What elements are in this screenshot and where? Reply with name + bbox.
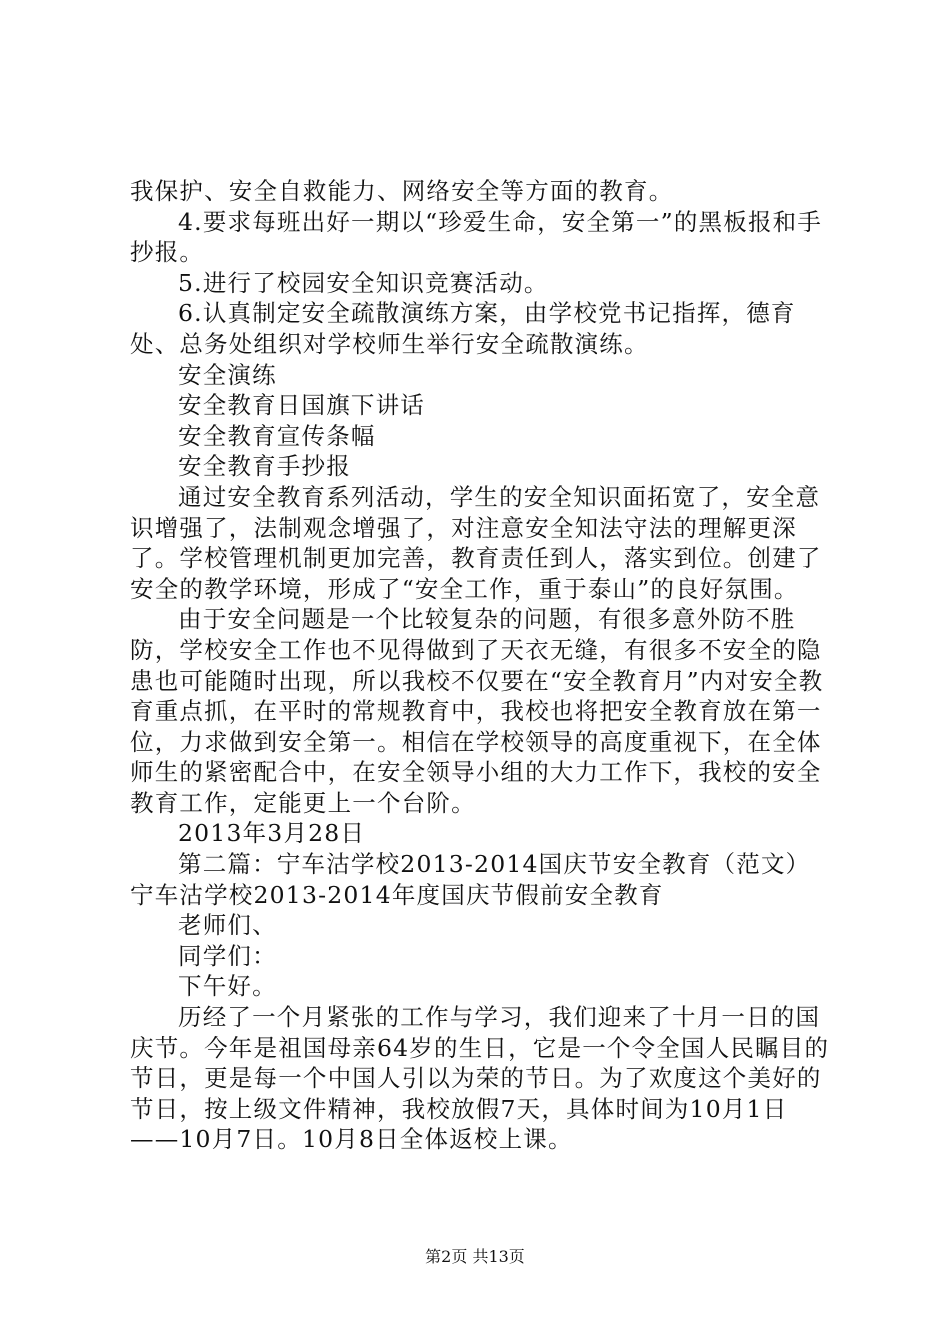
paragraph: 4.要求每班出好一期以“珍爱生命，安全第一”的黑板报和手抄报。	[130, 207, 823, 267]
paragraph: 6.认真制定安全疏散演练方案，由学校党书记指挥，德育处、总务处组织对学校师生举行安全疏散演练。	[130, 299, 796, 358]
paragraph: 同学们：	[178, 941, 277, 970]
paragraph: 通过安全教育系列活动，学生的安全知识面拓宽了，安全意识增强了，法制观念增强了，对注意安全知法守法的理解更深了。学校管理机制更加完善，教育责任到人，落实到位。创建了安全的教学环境，形成了“安全工作，重于泰山”的良好氛围。	[130, 482, 822, 603]
paragraph: 安全教育手抄报	[178, 452, 351, 481]
paragraph: 安全教育宣传条幅	[178, 421, 376, 450]
paragraph: 宁车沽学校2013-2014年度国庆节假前安全教育	[130, 880, 664, 909]
paragraph: 我保护、安全自救能力、网络安全等方面的教育。	[130, 177, 674, 205]
paragraph: 安全教育日国旗下讲话	[178, 391, 425, 420]
paragraph: 老师们、	[178, 911, 277, 940]
paragraph: 5.进行了校园安全知识竞赛活动。	[178, 268, 549, 297]
paragraph: 历经了一个月紧张的工作与学习，我们迎来了十月一日的国庆节。今年是祖国母亲64岁的生日，它是一个令全国人民瞩目的节日，更是每一个中国人引以为荣的节日。为了欢度这个美好的节日，按上级文件精神，我校放假7天，具体时间为10月1日——10月7日。10月8日全体返校上课。	[130, 1003, 830, 1154]
paragraph: 2013年3月28日	[178, 819, 366, 848]
paragraph: 安全演练	[178, 360, 277, 389]
document-body	[130, 176, 830, 1155]
paragraph: 下午好。	[178, 972, 277, 1001]
page-footer: 第2页 共13页	[425, 1247, 525, 1266]
paragraph: 由于安全问题是一个比较复杂的问题，有很多意外防不胜防，学校安全工作也不见得做到了天衣无缝，有很多不安全的隐患也可能随时出现，所以我校不仅要在“安全教育月”内对安全教育重点抓，在平时的常规教育中，我校也将把安全教育放在第一位，力求做到安全第一。相信在学校领导的高度重视下，在全体师生的紧密配合中，在安全领导小组的大力工作下，我校的安全教育工作，定能更上一个台阶。	[130, 605, 824, 817]
paragraph: 第二篇：宁车沽学校2013-2014国庆节安全教育（范文）	[178, 850, 811, 879]
